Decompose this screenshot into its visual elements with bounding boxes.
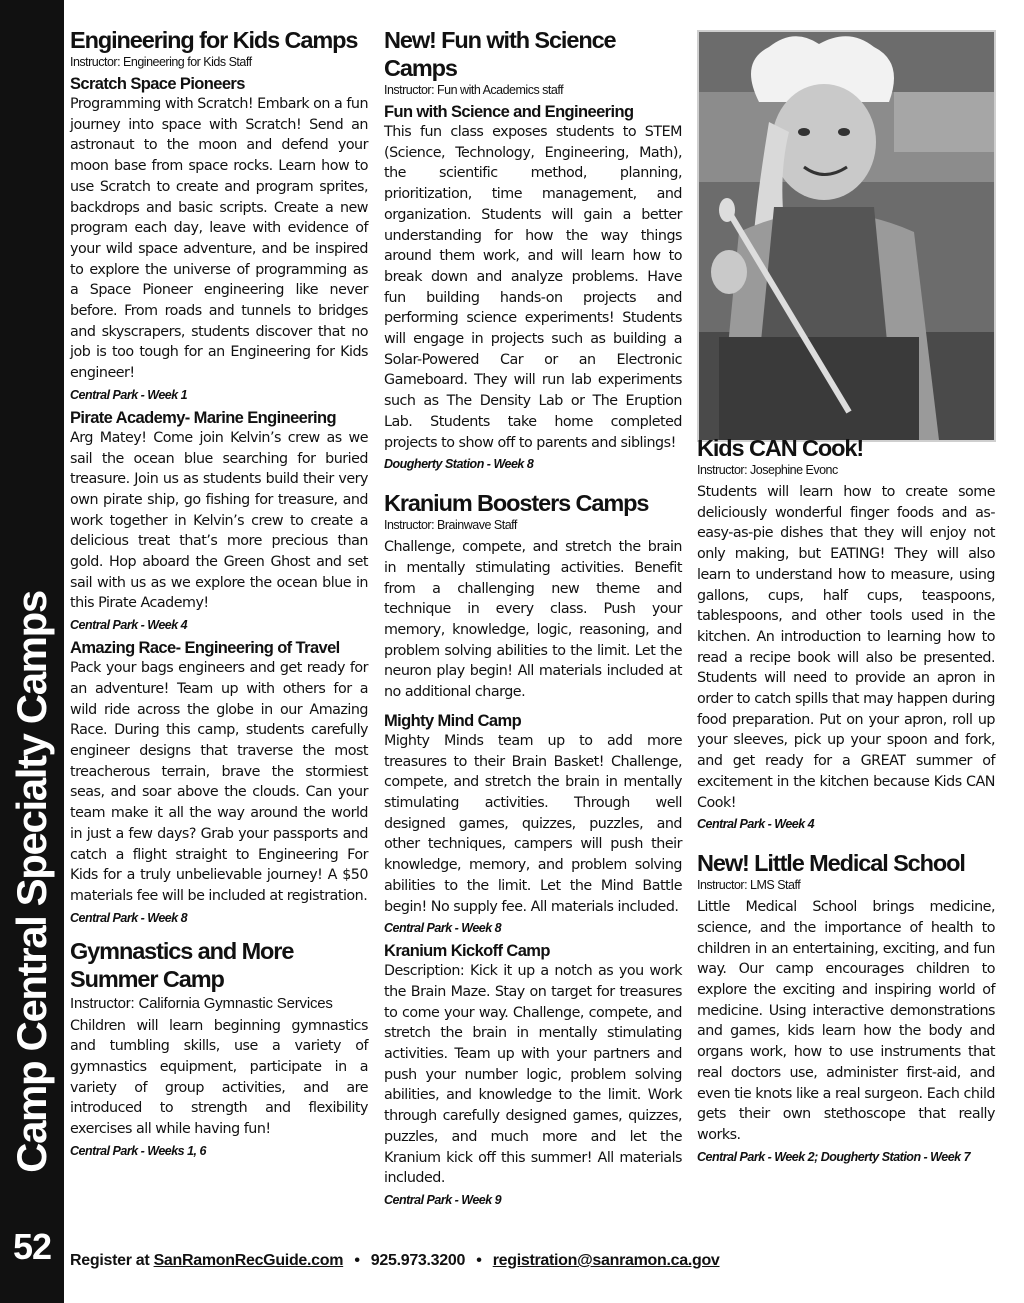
instructor-line: Instructor: Josephine Evonc [697, 463, 838, 477]
body-text: Students will learn how to create some deliciously wonderful finger foods and as-easy-as-pie dishes that they will enjoy not only making, but EATING! They will also learn to understand how to measure, using gallons, cups, half cups, teaspoons, tablespoons, and other tools used in the kitchen. An introduction to learning how to read a recipe book will also be presented. Students will need to provide an apron in order to catch spills that may happen during food preparation. Put on your apron, roll up your sleeves, pick up your spoon and fork, and get ready for a GREAT summer of excitement in the kitchen because Kids CAN Cook! [697, 484, 995, 811]
location-line: Central Park - Week 9 [384, 1192, 502, 1207]
location-line: Central Park - Week 2; Dougherty Station - Week 7 [697, 1149, 971, 1164]
location-line: Central Park - Week 8 [70, 910, 188, 925]
location-line: Central Park - Week 8 [384, 921, 502, 936]
body-text: Little Medical School brings medicine, science, and the importance of health to children in an entertaining, exciting, and fun way. Our camp encourages children to explore the exciting and inspiring world of medicine. Using interactive demonstrations and games, kids learn how the body and organs work, how to use instruments that real doctors use, administer first-aid, and even tie knots like a real surgeon. Each child gets their own stethoscope that really works. [697, 899, 995, 1143]
column-2 [384, 26, 682, 1213]
subheading-pirate-academy: Pirate Academy- Marine Engineering [70, 408, 336, 427]
instructor-line: Instructor: Fun with Academics staff [384, 83, 564, 97]
subheading-scratch-space-pioneers: Scratch Space Pioneers [70, 75, 245, 93]
body-text: Pack your bags engineers and get ready for an adventure! Team up with others for a wild ride across the globe in our Amazing Race. During this camp, students carefully engineer designs that traverse the most treacherous terrain, brave the stormiest seas, and soar above the clouds. Can your team make it all the way around the world in just a few days? Grab your passports and catch a flight straight to Engineering For Kids for a truly unbelievable journey! A $50 materials fee will be included at registration. [70, 660, 368, 904]
body-text: Arg Matey! Come join Kelvin’s crew as we sail the ocean blue searching for buried treasure. Join us as students build their very own pirate ship, go fishing for treasure, and work together in Kelvin’s crew to create a delicious treat that’s more precious than gold. Hop aboard the Green Ghost and set sail with us as we explore the ocean blue in this Pirate Academy! [70, 429, 368, 612]
child-chef-photo [697, 30, 996, 442]
heading-kranium-boosters: Kranium Boosters Camps [384, 490, 649, 517]
subheading-amazing-race: Amazing Race- Engineering of Travel [70, 639, 340, 658]
sidebar [0, 0, 64, 1303]
body-text: Challenge, compete, and stretch the brain in mentally stimulating activities. Benefit from a challenging new theme and technique in every class. Push your memory, knowledge, logic, reasoning, and problem solving abilities to the limit. Let the neuron play begin! All materials included at no additional charge. [384, 539, 682, 701]
separator: • [476, 1252, 482, 1269]
heading-gymnastics: Gymnastics and More Summer Camp [70, 937, 294, 992]
subheading-kranium-kickoff: Kranium Kickoff Camp [384, 942, 550, 961]
location-line: Central Park - Week 1 [70, 387, 188, 402]
phone-number: 925.973.3200 [370, 1252, 466, 1269]
page-number: 52 [12, 1226, 52, 1267]
heading-fun-with-science: New! Fun with Science Camps [384, 27, 616, 81]
location-line: Central Park - Week 4 [697, 817, 815, 832]
body-text: This fun class exposes students to STEM (Science, Technology, Engineering, Math), the scientific method, planning, prioritization, time management, and organization. Students will gain a better understanding for how the way things around them work, and will learn how to break down and analyze problems. Have fun building hands-on projects and performing science experiments! Students will engage in projects such as building a Solar-Powered Car or an Electronic Gameboard. They will run lab experiments such as The Density Lab or The Eruption Lab. Students take home completed projects to show off to parents and siblings! [384, 124, 682, 451]
body-text: Description: Kick it up a notch as you work the Brain Maze. Stay on target for treasures to come your way. Challenge, compete, and stretch the brain in mentally stimulating activities. Team up with your partners and push your number logic, problem solving abilities, and knowledge to the limit. Work through carefully designed games, quizzes, puzzles, and much more and let the Kranium kick off this summer! All materials included. [384, 963, 682, 1187]
body-text: Children will learn beginning gymnastics and tumbling skills, use a variety of gymnastics equipment, participate in a variety of group activities, and are introduced to strength and flexibility exercises all while having fun! [70, 1017, 368, 1138]
body-text: Programming with Scratch! Embark on a fun journey into space with Scratch! Send an astronaut to the moon and defend your moon base from space rocks. Learn how to use Scratch to create and program sprites, backdrops and basic scripts. Create a new program each day, leave with evidence of your wild space adventure, and be inspired to explore the universe of programming as a Space Pioneer engineering like never before. From roads and tunnels to bridges and skyscrapers, students discover that no job is too tough for an Engineering for Kids engineer! [70, 96, 368, 382]
register-footer [70, 1252, 720, 1270]
instructor-line: Instructor: LMS Staff [697, 878, 801, 893]
section-title-vertical: Camp Central Specialty Camps [8, 591, 55, 1173]
instructor-line: Instructor: Engineering for Kids Staff [70, 55, 252, 69]
body-text: Mighty Minds team up to add more treasures to their Brain Basket! Challenge, compete, and stretch the brain in mentally stimulating activities. Through well designed games, quizzes, puzzles, and other techniques, campers will push their knowledge, memory, and problem solving abilities to the limit. Let the Mind Battle begin! No supply fee. All materials included. [384, 732, 682, 915]
website-link[interactable]: SanRamonRecGuide.com [153, 1252, 344, 1269]
heading-little-medical-school: New! Little Medical School [697, 850, 965, 877]
separator: • [354, 1252, 360, 1269]
email-link[interactable]: registration@sanramon.ca.gov [492, 1252, 720, 1269]
heading-kids-can-cook: Kids CAN Cook! [697, 435, 864, 461]
heading-engineering-for-kids: Engineering for Kids Camps [70, 27, 358, 53]
location-line: Central Park - Weeks 1, 6 [70, 1143, 206, 1158]
instructor-line: Instructor: California Gymnastic Services [70, 994, 333, 1012]
instructor-line: Instructor: Brainwave Staff [384, 518, 517, 533]
footer-prefix: Register at [70, 1252, 150, 1269]
column-1 [70, 26, 368, 1164]
location-line: Dougherty Station - Week 8 [384, 457, 534, 472]
subheading-fun-with-science-engineering: Fun with Science and Engineering [384, 103, 634, 121]
location-line: Central Park - Week 4 [70, 618, 188, 633]
column-3 [697, 434, 995, 1170]
subheading-mighty-mind: Mighty Mind Camp [384, 711, 522, 730]
